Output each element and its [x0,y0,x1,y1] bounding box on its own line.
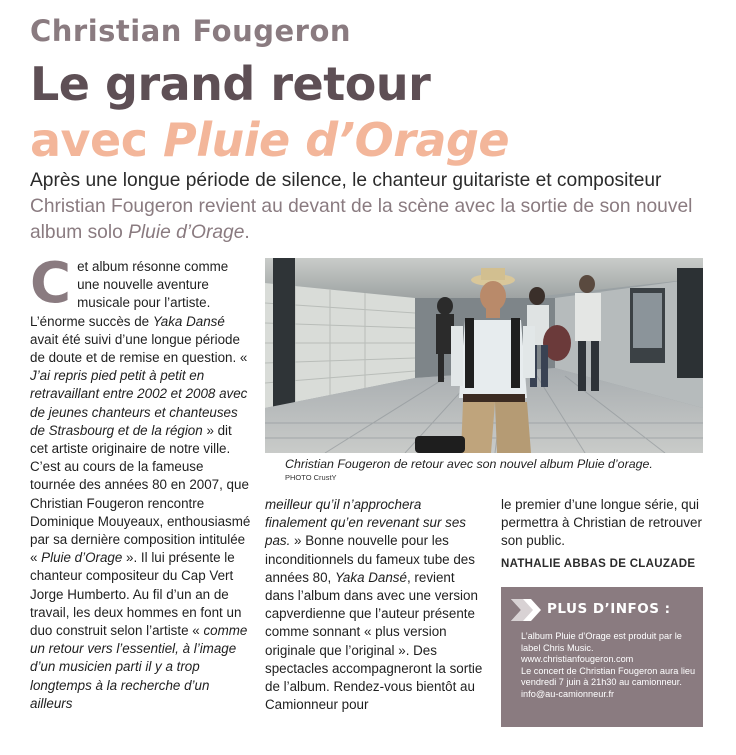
article-photo [265,258,703,453]
c1-pluie: Pluie d’Orage [41,550,123,566]
drop-cap: C [30,251,72,316]
lead-end: . [244,222,250,243]
headline-line2-prefix: avec [30,113,164,167]
column-3-text: le premier d’une longue série, qui permettra à Christian de retrouver son public. [501,497,702,549]
info-box [501,587,703,727]
headline-album-title: Pluie d’Orage [163,113,510,167]
headline-line2 [30,112,509,168]
photo-caption: Christian Fougeron de retour avec son nouvel album Pluie d’orage. [285,457,653,471]
info-box-title: PLUS D’INFOS : [547,601,671,617]
info-line-album: L’album Pluie d’Orage est produit par le label Chris Music. [521,631,682,653]
article-column-3 [501,496,711,573]
column-2-text [265,496,485,714]
c2-a: » Bonne nouvelle pour les inconditionnels du fameux tube des années 80, [265,533,475,585]
c1-a: et album résonne comme une nouvelle aventure musicale pour l’artiste. L’énorme succès de [30,259,229,329]
c1-c: » dit cet artiste originaire de notre ville. C’est au cours de la fameuse tournée des années 80 en 2007, que Christian Fougeron rencontre Dominique Mouyeaux, enthousiasmé par sa dernière composition intitulée « [30,422,251,566]
c1-quote: J’ai repris pied petit à petit en retravaillant entre 2002 et 2008 avec de jeunes chanteurs et chanteuses de Strasbourg et de la région [30,368,248,438]
headline-line1: Le grand retour [30,57,431,111]
c2-yaka: Yaka Dansé [335,569,407,585]
c1-yaka: Yaka Dansé [152,313,225,329]
lead-name: Christian Fougeron revient au devant de la scène avec la sortie de son nouvel album solo [30,196,693,243]
lead-album: Pluie d’Orage [128,222,245,243]
c1-d: ». Il lui présente le chanteur compositeur du Cap Vert Jorge Humberto. Au fil d’un an de travail, les deux hommes en font un duo construit selon l’artiste « [30,550,242,639]
info-line-concert: Le concert de Christian Fougeron aura lieu vendredi 7 juin à 21h30 au camionneur. [521,665,696,688]
article-column-1 [30,251,252,713]
photo-illustration [265,258,703,453]
arrow-icon [509,593,543,627]
photo-credit: PHOTO CrustY [285,473,337,482]
lead-part1: Après une longue période de silence, le chanteur guitariste et compositeur [30,170,662,191]
info-box-body [521,631,697,701]
lead-paragraph [30,168,720,246]
kicker: Christian Fougeron [30,14,352,48]
c1-quote2: comme un retour vers l’essentiel, à l’image d’un musicien parti il y a trop longtemps à la recherche d’un ailleurs [30,623,248,711]
info-line-email[interactable]: info@au-camionneur.fr [521,688,615,699]
article-column-2 [265,496,485,714]
headline [30,56,509,168]
c2-quote: meilleur qu’il n’approchera finalement qu’en revenant sur ses pas. [265,497,466,549]
author-signature: NATHALIE ABBAS DE CLAUZADE [501,557,696,570]
c1-b: avait été suivi d’une longue période de doute et de remise en question. « [30,331,248,366]
column-1-text [30,251,252,713]
info-line-website[interactable]: www.christianfougeron.com [521,654,634,665]
c2-b: , revient dans l’album dans avec une version capverdienne que l’auteur présente comme sonnant « plus version originale que l’original ». Des spectacles accompagneront la sortie de l’album. Rendez-vous bientôt au Camionneur pour [265,569,483,713]
